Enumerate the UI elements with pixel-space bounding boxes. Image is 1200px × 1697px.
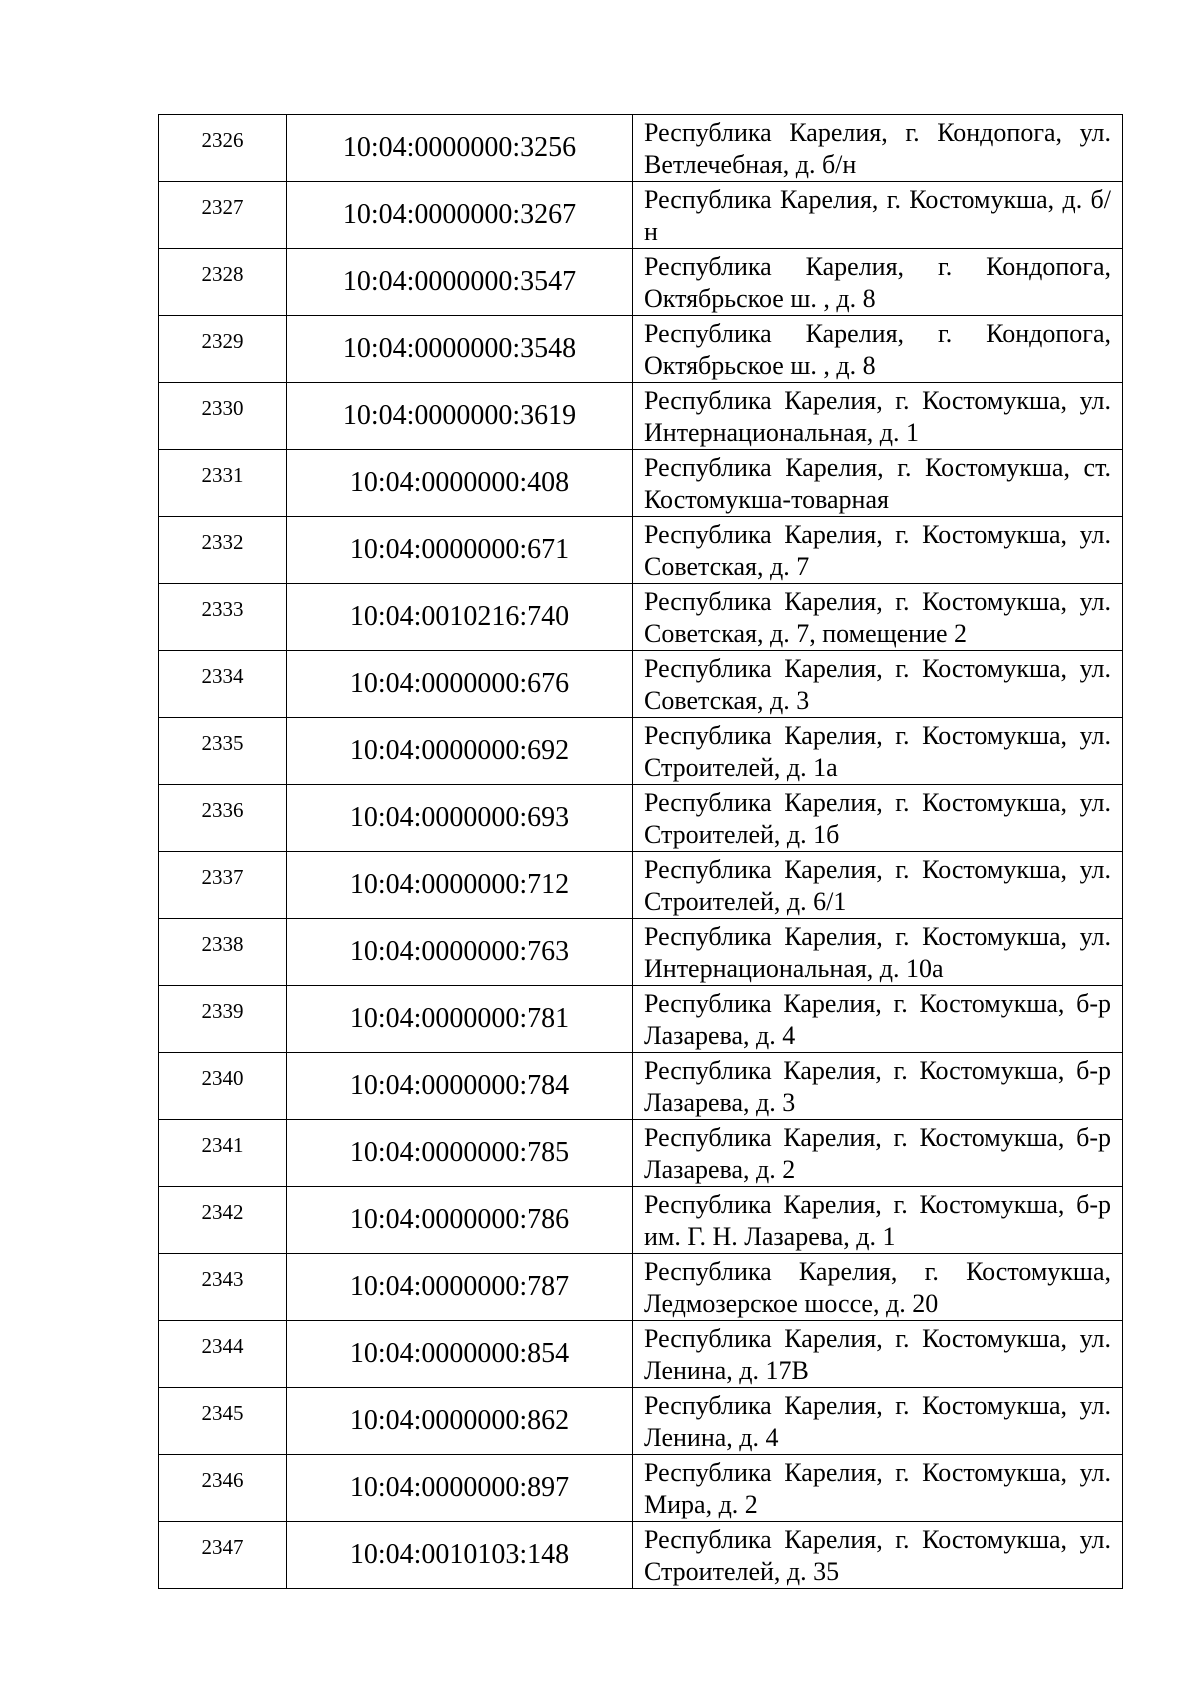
cadastral-number-cell: 10:04:0000000:676 xyxy=(287,651,633,718)
address-cell: Республика Карелия, г. Костомукша, ул. Строителей, д. 6/1 xyxy=(633,852,1123,919)
cadastral-number-cell: 10:04:0000000:854 xyxy=(287,1321,633,1388)
row-number-cell: 2326 xyxy=(159,115,287,182)
cadastral-number-cell: 10:04:0000000:784 xyxy=(287,1053,633,1120)
row-number-cell: 2343 xyxy=(159,1254,287,1321)
table-row xyxy=(159,115,1123,182)
table-row xyxy=(159,249,1123,316)
table-row xyxy=(159,1254,1123,1321)
table-row xyxy=(159,651,1123,718)
address-cell: Республика Карелия, г. Костомукша, б-р Лазарева, д. 2 xyxy=(633,1120,1123,1187)
table-row xyxy=(159,1522,1123,1589)
address-cell: Республика Карелия, г. Костомукша, ул. Советская, д. 7 xyxy=(633,517,1123,584)
address-cell: Республика Карелия, г. Костомукша, ул. Ленина, д. 4 xyxy=(633,1388,1123,1455)
row-number-cell: 2340 xyxy=(159,1053,287,1120)
row-number-cell: 2333 xyxy=(159,584,287,651)
table-row xyxy=(159,517,1123,584)
table-row xyxy=(159,584,1123,651)
row-number-cell: 2342 xyxy=(159,1187,287,1254)
address-cell: Республика Карелия, г. Костомукша, Ледмозерское шоссе, д. 20 xyxy=(633,1254,1123,1321)
cadastral-number-cell: 10:04:0010216:740 xyxy=(287,584,633,651)
address-cell: Республика Карелия, г. Костомукша, ул. Советская, д. 3 xyxy=(633,651,1123,718)
cadastral-number-cell: 10:04:0000000:785 xyxy=(287,1120,633,1187)
cadastral-number-cell: 10:04:0000000:787 xyxy=(287,1254,633,1321)
cadastral-number-cell: 10:04:0000000:897 xyxy=(287,1455,633,1522)
address-cell: Республика Карелия, г. Костомукша, б-р Лазарева, д. 3 xyxy=(633,1053,1123,1120)
address-cell: Республика Карелия, г. Костомукша, ст. Костомукша-товарная xyxy=(633,450,1123,517)
table-row xyxy=(159,1120,1123,1187)
row-number-cell: 2346 xyxy=(159,1455,287,1522)
address-cell: Республика Карелия, г. Костомукша, ул. Ленина, д. 17В xyxy=(633,1321,1123,1388)
table-row xyxy=(159,383,1123,450)
cadastral-number-cell: 10:04:0000000:763 xyxy=(287,919,633,986)
row-number-cell: 2339 xyxy=(159,986,287,1053)
table-row xyxy=(159,852,1123,919)
address-cell: Республика Карелия, г. Костомукша, д. б/н xyxy=(633,182,1123,249)
table-row xyxy=(159,919,1123,986)
row-number-cell: 2338 xyxy=(159,919,287,986)
address-cell: Республика Карелия, г. Костомукша, ул. Интернациональная, д. 1 xyxy=(633,383,1123,450)
row-number-cell: 2345 xyxy=(159,1388,287,1455)
cadastral-number-cell: 10:04:0000000:693 xyxy=(287,785,633,852)
address-cell: Республика Карелия, г. Костомукша, ул. Мира, д. 2 xyxy=(633,1455,1123,1522)
address-cell: Республика Карелия, г. Костомукша, ул. Строителей, д. 1б xyxy=(633,785,1123,852)
cadastral-number-cell: 10:04:0000000:3267 xyxy=(287,182,633,249)
cadastral-number-cell: 10:04:0000000:3547 xyxy=(287,249,633,316)
row-number-cell: 2329 xyxy=(159,316,287,383)
row-number-cell: 2347 xyxy=(159,1522,287,1589)
address-cell: Республика Карелия, г. Костомукша, ул. Интернациональная, д. 10а xyxy=(633,919,1123,986)
table-body xyxy=(159,115,1123,1589)
address-cell: Республика Карелия, г. Костомукша, ул. Строителей, д. 1а xyxy=(633,718,1123,785)
address-cell: Республика Карелия, г. Кондопога, Октябрьское ш. , д. 8 xyxy=(633,249,1123,316)
row-number-cell: 2334 xyxy=(159,651,287,718)
cadastral-number-cell: 10:04:0000000:3548 xyxy=(287,316,633,383)
row-number-cell: 2328 xyxy=(159,249,287,316)
row-number-cell: 2330 xyxy=(159,383,287,450)
row-number-cell: 2336 xyxy=(159,785,287,852)
address-cell: Республика Карелия, г. Костомукша, б-р им. Г. Н. Лазарева, д. 1 xyxy=(633,1187,1123,1254)
table-row xyxy=(159,316,1123,383)
cadastral-number-cell: 10:04:0000000:671 xyxy=(287,517,633,584)
address-cell: Республика Карелия, г. Костомукша, ул. Советская, д. 7, помещение 2 xyxy=(633,584,1123,651)
table-row xyxy=(159,1455,1123,1522)
row-number-cell: 2327 xyxy=(159,182,287,249)
address-cell: Республика Карелия, г. Костомукша, б-р Лазарева, д. 4 xyxy=(633,986,1123,1053)
cadastral-number-cell: 10:04:0000000:3256 xyxy=(287,115,633,182)
cadastral-number-cell: 10:04:0000000:408 xyxy=(287,450,633,517)
table-row xyxy=(159,1053,1123,1120)
cadastral-number-cell: 10:04:0010103:148 xyxy=(287,1522,633,1589)
cadastral-number-cell: 10:04:0000000:712 xyxy=(287,852,633,919)
row-number-cell: 2344 xyxy=(159,1321,287,1388)
row-number-cell: 2331 xyxy=(159,450,287,517)
table-row xyxy=(159,785,1123,852)
cadastral-number-cell: 10:04:0000000:786 xyxy=(287,1187,633,1254)
table-row xyxy=(159,182,1123,249)
table-row xyxy=(159,450,1123,517)
table-row xyxy=(159,1321,1123,1388)
row-number-cell: 2332 xyxy=(159,517,287,584)
cadastral-number-cell: 10:04:0000000:781 xyxy=(287,986,633,1053)
row-number-cell: 2337 xyxy=(159,852,287,919)
cadastral-number-cell: 10:04:0000000:862 xyxy=(287,1388,633,1455)
table-row xyxy=(159,986,1123,1053)
table-row xyxy=(159,1187,1123,1254)
address-cell: Республика Карелия, г. Кондопога, ул. Ветлечебная, д. б/н xyxy=(633,115,1123,182)
cadastral-number-cell: 10:04:0000000:3619 xyxy=(287,383,633,450)
table-row xyxy=(159,1388,1123,1455)
table-row xyxy=(159,718,1123,785)
address-cell: Республика Карелия, г. Костомукша, ул. Строителей, д. 35 xyxy=(633,1522,1123,1589)
property-table xyxy=(158,114,1123,1589)
row-number-cell: 2335 xyxy=(159,718,287,785)
row-number-cell: 2341 xyxy=(159,1120,287,1187)
address-cell: Республика Карелия, г. Кондопога, Октябрьское ш. , д. 8 xyxy=(633,316,1123,383)
cadastral-number-cell: 10:04:0000000:692 xyxy=(287,718,633,785)
